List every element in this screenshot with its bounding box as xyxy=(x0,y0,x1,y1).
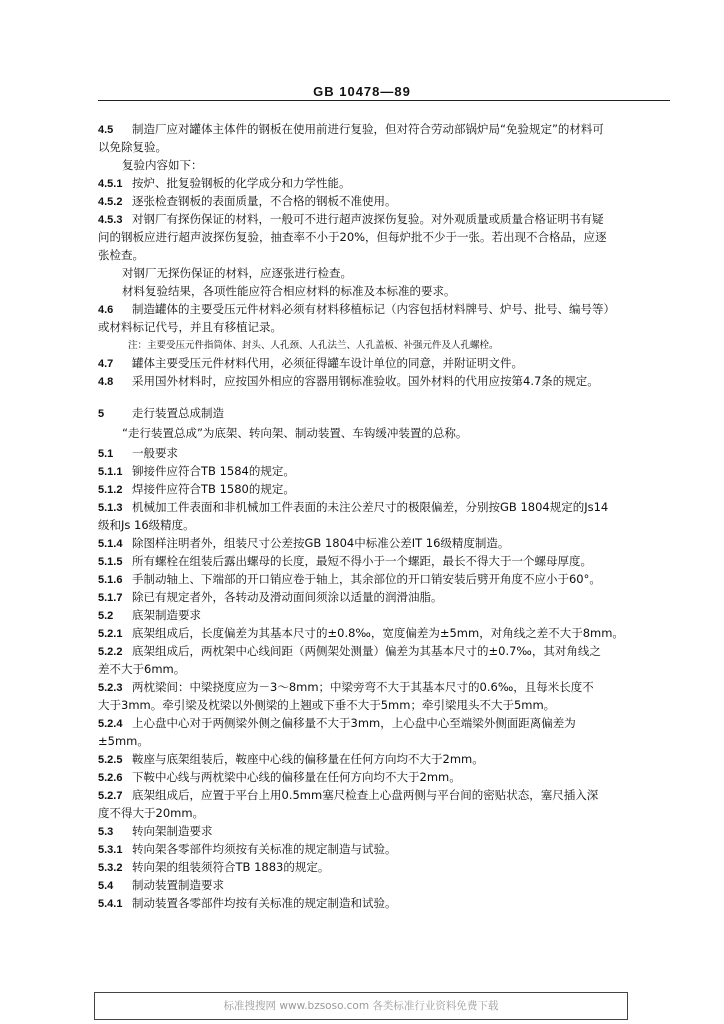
clause-text: 复验内容如下： xyxy=(122,158,203,172)
text-line xyxy=(98,212,672,228)
clause-number: 5.1.3 xyxy=(98,502,123,514)
text-line xyxy=(98,788,672,804)
clause-number: 5.1.4 xyxy=(98,538,123,550)
text-line xyxy=(98,554,672,570)
clause-text: 以免除复验。 xyxy=(98,140,167,154)
text-line xyxy=(98,842,672,858)
watermark-footer: 标准搜搜网 www.bzsoso.com 各类标准行业资料免费下载 xyxy=(94,992,628,1020)
clause-text: 对钢厂无探伤保证的材料，应逐张进行检查。 xyxy=(122,266,352,280)
clause-text: 或材料标记代号，并且有移植记录。 xyxy=(98,320,282,334)
text-line xyxy=(98,338,672,353)
clause-text: 问的钢板应进行超声波探伤复验，抽查率不小于20%，但每炉批不少于一张。若出现不合格品，应逐 xyxy=(98,230,607,244)
clause-number: 5.2.2 xyxy=(98,646,123,658)
text-line xyxy=(98,626,672,642)
clause-text: 底架制造要求 xyxy=(132,608,201,622)
text-line xyxy=(98,770,672,786)
clause-number: 5.2.4 xyxy=(98,718,123,730)
clause-number: 4.5.3 xyxy=(98,214,123,226)
clause-text: 手制动轴上、下端部的开口销应卷于轴上，其余部位的开口销安装后劈开角度不应小于60°。 xyxy=(132,572,601,586)
clause-text: “走行装置总成”为底架、转向架、制动装置、车钩缓冲装置的总称。 xyxy=(122,426,468,440)
clause-text: 机械加工件表面和非机械加工件表面的未注公差尺寸的极限偏差，分别按GB 1804规定的Js14 xyxy=(132,500,609,514)
clause-number: 5 xyxy=(98,408,105,420)
clause-number: 4.8 xyxy=(98,376,114,388)
clause-text: 制造罐体的主要受压元件材料必须有材料移植标记（内容包括材料牌号、炉号、批号、编号等） xyxy=(132,302,615,316)
clause-number: 5.2.1 xyxy=(98,628,123,640)
clause-number: 5.3.2 xyxy=(98,862,123,874)
clause-number: 5.2.6 xyxy=(98,772,123,784)
clause-number: 4.7 xyxy=(98,358,114,370)
clause-text: 一般要求 xyxy=(132,446,178,460)
clause-number: 4.5.1 xyxy=(98,178,123,190)
clause-text: 注：主要受压元件指筒体、封头、人孔颈、人孔法兰、人孔盖板、补强元件及人孔螺栓。 xyxy=(128,340,499,351)
clause-text: 采用国外材料时，应按国外相应的容器用钢标准验收。国外材料的代用应按第4.7条的规定。 xyxy=(132,374,599,388)
text-line xyxy=(98,482,672,498)
clause-number: 5.1.7 xyxy=(98,592,123,604)
text-line xyxy=(98,248,672,263)
text-line xyxy=(98,752,672,768)
clause-text: 级和Js 16级精度。 xyxy=(98,518,195,532)
clause-text: 材料复验结果，各项性能应符合相应材料的标准及本标准的要求。 xyxy=(122,284,456,298)
text-line xyxy=(98,734,672,749)
text-line xyxy=(98,266,672,281)
clause-text: 铆接件应符合TB 1584的规定。 xyxy=(132,464,295,478)
standard-code-header: GB 10478—89 xyxy=(313,84,411,99)
clause-number: 5.2.5 xyxy=(98,754,123,766)
clause-number: 4.5.2 xyxy=(98,196,123,208)
clause-number: 5.1.2 xyxy=(98,484,123,496)
clause-text: 转向架的组装须符合TB 1883的规定。 xyxy=(132,860,330,874)
clause-text: 上心盘中心对于两侧梁外侧之偏移量不大于3mm，上心盘中心至端梁外侧面距离偏差为 xyxy=(132,716,576,730)
text-line xyxy=(98,680,672,696)
clause-number: 5.1 xyxy=(98,448,114,460)
clause-text: 两枕梁间：中梁挠度应为－3～8mm；中梁旁弯不大于其基本尺寸的0.6‰，且每米长度不 xyxy=(132,680,594,694)
text-line xyxy=(98,426,672,441)
clause-number: 5.2 xyxy=(98,610,114,622)
clause-text: 下鞍中心线与两枕梁中心线的偏移量在任何方向均不大于2mm。 xyxy=(132,770,461,784)
clause-number: 4.5 xyxy=(98,124,114,136)
clause-text: 鞍座与底架组装后，鞍座中心线的偏移量在任何方向均不大于2mm。 xyxy=(132,752,484,766)
text-line xyxy=(98,356,672,372)
clause-number: 5.3.1 xyxy=(98,844,123,856)
clause-text: 底架组成后，长度偏差为其基本尺寸的±0.8‰，宽度偏差为±5mm，对角线之差不大于8mm。 xyxy=(132,626,624,640)
text-line xyxy=(98,194,672,210)
clause-text: 制造厂应对罐体主体件的钢板在使用前进行复验，但对符合劳动部锅炉局“免验规定”的材料可 xyxy=(132,122,604,136)
clause-text: 制动装置各零部件均按有关标准的规定制造和试验。 xyxy=(132,896,397,910)
text-line xyxy=(98,878,672,894)
text-line xyxy=(98,608,672,624)
clause-number: 5.1.1 xyxy=(98,466,123,478)
text-line xyxy=(98,284,672,299)
clause-text: 度不得大于20mm。 xyxy=(98,806,205,820)
text-line xyxy=(98,500,672,516)
clause-text: 焊接件应符合TB 1580的规定。 xyxy=(132,482,295,496)
clause-number: 5.2.7 xyxy=(98,790,123,802)
text-line xyxy=(98,518,672,533)
clause-text: 除已有规定者外，各转动及滑动面间须涂以适量的润滑油脂。 xyxy=(132,590,443,604)
text-line xyxy=(98,572,672,588)
clause-text: 按炉、批复验钢板的化学成分和力学性能。 xyxy=(132,176,351,190)
clause-text: 底架组成后，应置于平台上用0.5mm塞尺检查上心盘两侧与平台间的密贴状态，塞尺插入深 xyxy=(132,788,599,802)
text-line xyxy=(98,158,672,173)
text-line xyxy=(98,320,672,335)
text-line xyxy=(98,446,672,462)
clause-text: 差不大于6mm。 xyxy=(98,662,186,676)
text-line xyxy=(98,230,672,245)
clause-text: 对钢厂有探伤保证的材料，一般可不进行超声波探伤复验。对外观质量或质量合格证明书有疑 xyxy=(132,212,604,226)
clause-number: 5.3 xyxy=(98,826,114,838)
clause-text: 走行装置总成制造 xyxy=(132,406,224,420)
clause-text: 逐张检查钢板的表面质量，不合格的钢板不准使用。 xyxy=(132,194,397,208)
clause-text: 罐体主要受压元件材料代用，必须征得罐车设计单位的同意，并附证明文件。 xyxy=(132,356,523,370)
clause-number: 5.4.1 xyxy=(98,898,123,910)
clause-text: 转向架各零部件均须按有关标准的规定制造与试验。 xyxy=(132,842,397,856)
text-line xyxy=(98,590,672,606)
clause-number: 5.2.3 xyxy=(98,682,123,694)
text-line xyxy=(98,122,672,138)
clause-text: 张检查。 xyxy=(98,248,144,262)
section-heading xyxy=(98,406,672,422)
clause-text: ±5mm。 xyxy=(98,734,149,748)
text-line xyxy=(98,464,672,480)
text-line xyxy=(98,644,672,660)
clause-text: 转向架制造要求 xyxy=(132,824,213,838)
text-line xyxy=(98,374,672,390)
clause-number: 5.1.5 xyxy=(98,556,123,568)
text-line xyxy=(98,824,672,840)
text-line xyxy=(98,896,672,912)
clause-text: 大于3mm。牵引梁及枕梁以外侧梁的上翘或下垂不大于5mm；牵引梁甩头不大于5mm。 xyxy=(98,698,556,712)
clause-number: 5.4 xyxy=(98,880,114,892)
clause-text: 所有螺栓在组装后露出螺母的长度，最短不得小于一个螺距，最长不得大于一个螺母厚度。 xyxy=(132,554,592,568)
clause-number: 4.6 xyxy=(98,304,114,316)
header-divider xyxy=(98,100,670,101)
text-line xyxy=(98,806,672,821)
text-line xyxy=(98,536,672,552)
text-line xyxy=(98,140,672,155)
text-line xyxy=(98,698,672,713)
text-line xyxy=(98,716,672,732)
clause-text: 底架组成后，两枕架中心线间距（两侧架处测量）偏差为其基本尺寸的±0.7‰，其对角线之 xyxy=(132,644,601,658)
text-line xyxy=(98,860,672,876)
text-line xyxy=(98,302,672,318)
clause-number: 5.1.6 xyxy=(98,574,123,586)
clause-text: 除图样注明者外，组装尺寸公差按GB 1804中标准公差IT 16级精度制造。 xyxy=(132,536,510,550)
text-line xyxy=(98,176,672,192)
text-line xyxy=(98,662,672,677)
clause-text: 制动装置制造要求 xyxy=(132,878,224,892)
